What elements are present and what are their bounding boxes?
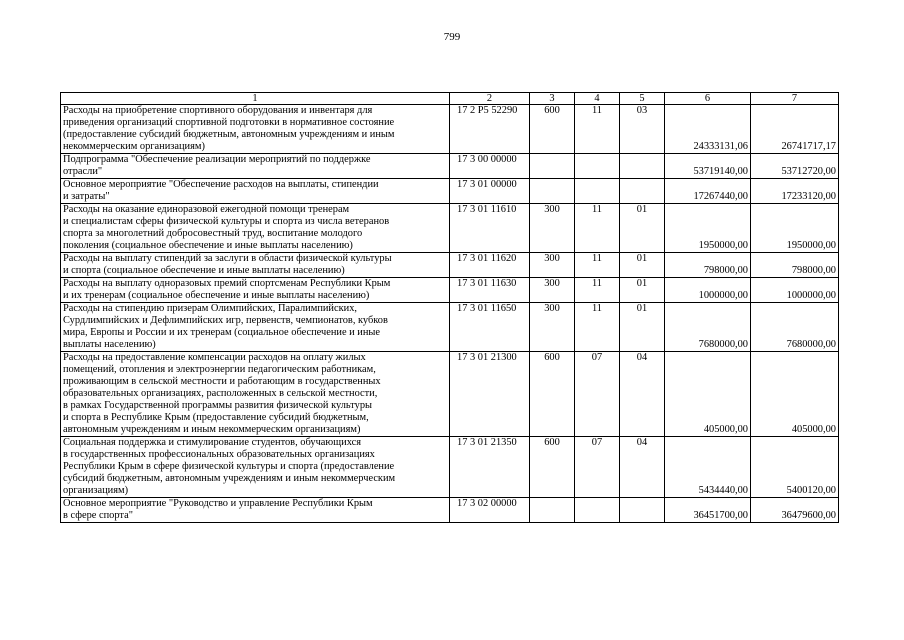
table-row (61, 303, 839, 352)
amount-year-1: 53719140,00 (665, 154, 751, 179)
table-row (61, 352, 839, 437)
budget-code: 17 3 01 11620 (450, 253, 530, 278)
amount-year-2: 36479600,00 (751, 498, 839, 523)
table-header-row (61, 93, 839, 105)
amount-year-1: 36451700,00 (665, 498, 751, 523)
subsection-code: 01 (620, 303, 665, 352)
table-row (61, 498, 839, 523)
amount-year-1: 24333131,06 (665, 105, 751, 154)
amount-year-2: 26741717,17 (751, 105, 839, 154)
budget-table (60, 92, 839, 523)
subsection-code: 01 (620, 278, 665, 303)
expense-type-code: 600 (530, 105, 575, 154)
table-row (61, 105, 839, 154)
row-description: Расходы на выплату одноразовых премий спортсменам Республики Крым и их тренерам (социальное обеспечение и иные выплаты населению) (61, 278, 450, 303)
column-header: 4 (575, 93, 620, 105)
amount-year-1: 17267440,00 (665, 179, 751, 204)
expense-type-code (530, 179, 575, 204)
row-description: Расходы на предоставление компенсации расходов на оплату жилых помещений, отопления и электроэнергии педагогическим работникам, проживающим в сельской местности и работающим в государственных образовательных организациях, расположенных в сельской местности, в рамках Государственной программы развития физической культуры и спорта в Республике Крым (предоставление субсидий бюджетным, автономным учреждениям и иным некоммерческим организациям) (61, 352, 450, 437)
budget-code: 17 3 01 21300 (450, 352, 530, 437)
amount-year-1: 405000,00 (665, 352, 751, 437)
amount-year-2: 1000000,00 (751, 278, 839, 303)
budget-code: 17 3 01 21350 (450, 437, 530, 498)
section-code: 11 (575, 204, 620, 253)
row-description: Основное мероприятие "Руководство и управление Республики Крым в сфере спорта" (61, 498, 450, 523)
amount-year-1: 5434440,00 (665, 437, 751, 498)
amount-year-1: 1000000,00 (665, 278, 751, 303)
expense-type-code (530, 498, 575, 523)
table-row (61, 204, 839, 253)
subsection-code (620, 498, 665, 523)
section-code: 11 (575, 253, 620, 278)
table-row (61, 253, 839, 278)
subsection-code: 04 (620, 437, 665, 498)
budget-code: 17 3 01 11630 (450, 278, 530, 303)
table-row (61, 437, 839, 498)
amount-year-1: 7680000,00 (665, 303, 751, 352)
amount-year-2: 53712720,00 (751, 154, 839, 179)
row-description: Расходы на стипендию призерам Олимпийских, Паралимпийских, Сурдлимпийских и Дефлимпийских игр, первенств, чемпионатов, кубков мира, Европы и России и их тренерам (социальное обеспечение и иные выплаты населению) (61, 303, 450, 352)
section-code (575, 154, 620, 179)
budget-code: 17 3 01 11650 (450, 303, 530, 352)
amount-year-1: 798000,00 (665, 253, 751, 278)
table-row (61, 278, 839, 303)
expense-type-code: 300 (530, 278, 575, 303)
column-header: 3 (530, 93, 575, 105)
amount-year-2: 405000,00 (751, 352, 839, 437)
section-code: 07 (575, 352, 620, 437)
amount-year-2: 798000,00 (751, 253, 839, 278)
column-header: 2 (450, 93, 530, 105)
amount-year-2: 17233120,00 (751, 179, 839, 204)
amount-year-2: 5400120,00 (751, 437, 839, 498)
amount-year-2: 1950000,00 (751, 204, 839, 253)
budget-code: 17 2 P5 52290 (450, 105, 530, 154)
row-description: Подпрограмма "Обеспечение реализации мероприятий по поддержке отрасли" (61, 154, 450, 179)
expense-type-code: 300 (530, 303, 575, 352)
section-code: 11 (575, 303, 620, 352)
column-header: 7 (751, 93, 839, 105)
section-code (575, 498, 620, 523)
amount-year-1: 1950000,00 (665, 204, 751, 253)
section-code: 11 (575, 278, 620, 303)
amount-year-2: 7680000,00 (751, 303, 839, 352)
budget-code: 17 3 00 00000 (450, 154, 530, 179)
row-description: Расходы на приобретение спортивного оборудования и инвентаря для приведения организаций спортивной подготовки в нормативное состояние (предоставление субсидий бюджетным, автономным учреждениям и иным некоммерческим организациям) (61, 105, 450, 154)
section-code: 11 (575, 105, 620, 154)
column-header: 1 (61, 93, 450, 105)
expense-type-code (530, 154, 575, 179)
row-description: Расходы на оказание единоразовой ежегодной помощи тренерам и специалистам сферы физической культуры и спорта из числа ветеранов спорта за многолетний добросовестный труд, воспитание молодого поколения (социальное обеспечение и иные выплаты населению) (61, 204, 450, 253)
column-header: 6 (665, 93, 751, 105)
expense-type-code: 600 (530, 437, 575, 498)
row-description: Расходы на выплату стипендий за заслуги в области физической культуры и спорта (социальное обеспечение и иные выплаты населению) (61, 253, 450, 278)
section-code: 07 (575, 437, 620, 498)
expense-type-code: 600 (530, 352, 575, 437)
subsection-code: 03 (620, 105, 665, 154)
budget-code: 17 3 01 00000 (450, 179, 530, 204)
expense-type-code: 300 (530, 253, 575, 278)
expense-type-code: 300 (530, 204, 575, 253)
subsection-code (620, 154, 665, 179)
column-header: 5 (620, 93, 665, 105)
row-description: Основное мероприятие "Обеспечение расходов на выплаты, стипендии и затраты" (61, 179, 450, 204)
subsection-code: 01 (620, 253, 665, 278)
table-row (61, 179, 839, 204)
page-number: 799 (443, 31, 461, 43)
section-code (575, 179, 620, 204)
budget-code: 17 3 01 11610 (450, 204, 530, 253)
row-description: Социальная поддержка и стимулирование студентов, обучающихся в государственных профессиональных образовательных организациях Республики Крым в сфере физической культуры и спорта (предоставление субсидий бюджетным, автономным учреждениям и иным некоммерческим организациям) (61, 437, 450, 498)
budget-code: 17 3 02 00000 (450, 498, 530, 523)
table-row (61, 154, 839, 179)
subsection-code (620, 179, 665, 204)
subsection-code: 01 (620, 204, 665, 253)
subsection-code: 04 (620, 352, 665, 437)
